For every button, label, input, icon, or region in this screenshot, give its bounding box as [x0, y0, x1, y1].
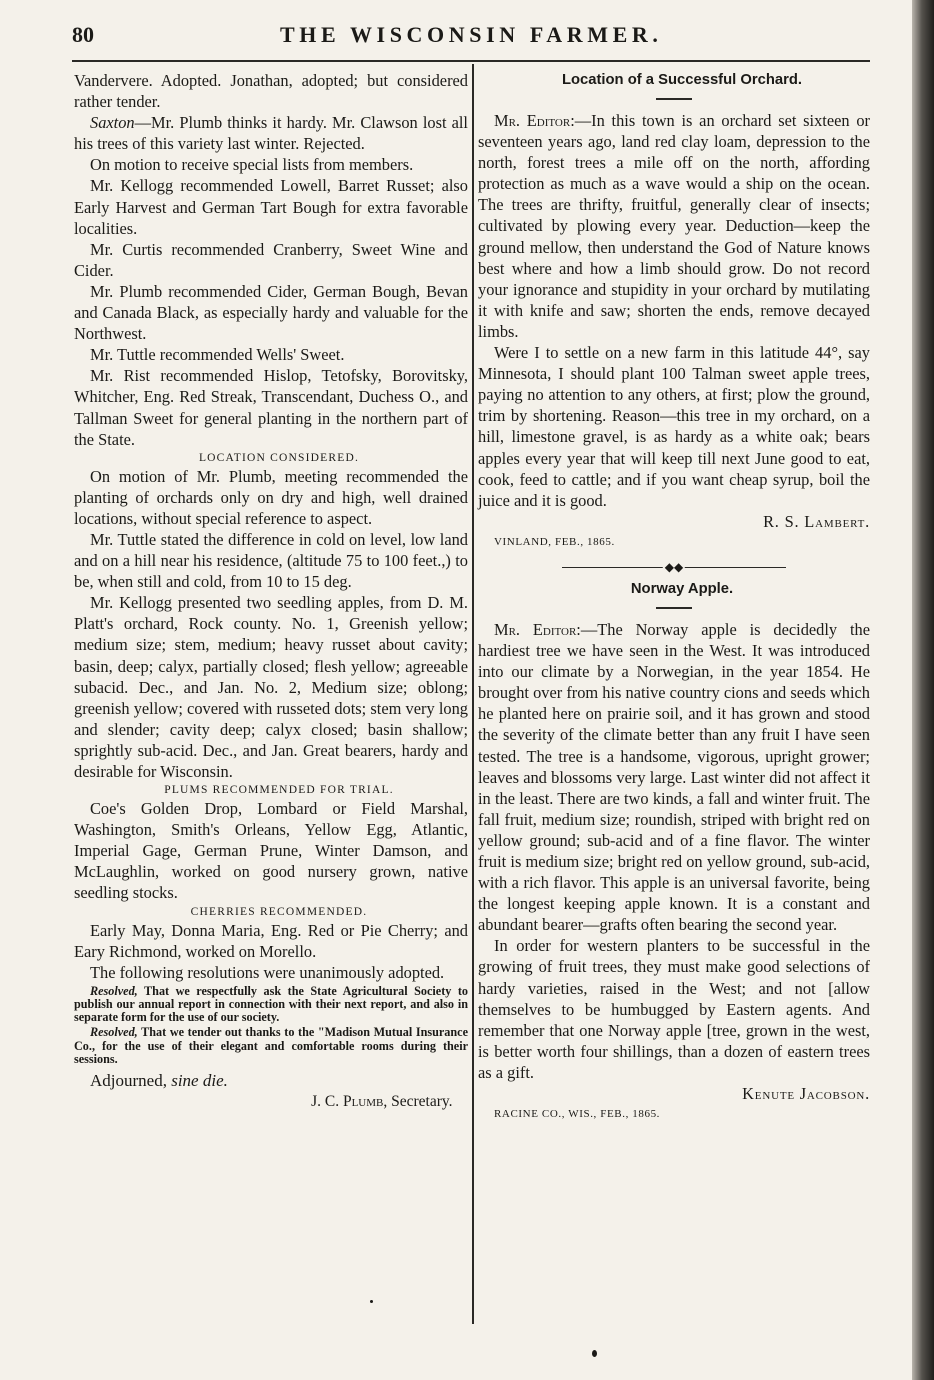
dateline-date: FEB., 1865. — [555, 535, 615, 548]
paragraph: Early May, Donna Maria, Eng. Red or Pie Cherry; and Eary Richmond, worked on Morello. — [74, 920, 468, 961]
ink-speck — [592, 1350, 597, 1357]
right-column — [478, 70, 870, 1125]
section-subheading: CHERRIES RECOMMENDED. — [190, 905, 368, 918]
dateline — [478, 1104, 870, 1125]
dateline-place: RACINE CO., WIS., — [494, 1108, 597, 1121]
divider-ornament-icon: ◆◆ — [664, 559, 684, 574]
adjourned-latin: sine die. — [171, 1071, 228, 1091]
paragraph: Mr. Plumb recommended Cider, German Bough, Bevan and Canada Black, as especially hardy and valuable for the Northwest. — [74, 281, 468, 344]
ink-speck — [370, 1300, 373, 1303]
resolution-text: That we respectfully ask the State Agricultural Society to publish our annual report in connection with their next report, and also in separate form for the use of our society. — [74, 983, 468, 1025]
dateline-place: VINLAND, — [494, 535, 552, 548]
paragraph — [478, 110, 870, 342]
author-signature: Kenute Jacobson. — [742, 1084, 870, 1104]
paragraph: Coe's Golden Drop, Lombard or Field Marshal, Washington, Smith's Orleans, Yellow Egg, Atlantic, Imperial Gage, German Prune, Winter Damson, and McLaughlin, worked on good nursery grown, native seedling stocks. — [74, 799, 468, 903]
header-rule — [72, 60, 870, 62]
author-signature: R. S. Lambert. — [763, 511, 870, 531]
resolution-text: That we tender out thanks to the "Madison Mutual Insurance Co., for the use of their elegant and comfortable rooms during their sessions. — [74, 1025, 468, 1066]
paragraph: Mr. Tuttle stated the difference in cold on level, low land and on a hill near his residence, (altitude 75 to 100 feet.,) to be, when still and cold, from 10 to 15 deg. — [74, 529, 468, 592]
secretary-name: J. C. Plumb, — [311, 1093, 388, 1111]
page-header — [72, 18, 872, 52]
article-title: Norway Apple. — [630, 580, 734, 597]
column-rule — [472, 64, 474, 1324]
article-divider — [478, 559, 870, 577]
paragraph: Mr. Curtis recommended Cranberry, Sweet Wine and Cider. — [74, 239, 468, 280]
paragraph: Mr. Rist recommended Hislop, Tetofsky, Borovitsky, Whitcher, Eng. Red Streak, Transcendant, Duchess O., and Tallman Sweet for general planting in the northern part of the State. — [74, 366, 468, 449]
page-number: 80 — [72, 22, 94, 47]
resolution-lead: Resolved, — [90, 983, 138, 998]
secretary-signature — [74, 1091, 468, 1112]
title-rule — [656, 607, 692, 609]
paragraph: Were I to settle on a new farm in this latitude 44°, say Minnesota, I should plant 100 Talman sweet apple trees, paying no attention to any others, at first; plow the ground, trim by shortening. Reason—this tree in my orchard, on a hill, limestone gravel, is as hardy as a white oak; bears apples every year that will keep till next June good to eat, cook, feed to cattle; and if you want cheap syrup, boil the juice and it is good. — [478, 343, 870, 510]
variety-name: Saxton — [90, 113, 135, 133]
resolution — [74, 1026, 468, 1066]
dateline-date: FEB., 1865. — [600, 1108, 661, 1121]
dateline — [478, 532, 870, 553]
paragraph: On motion of Mr. Plumb, meeting recommended the planting of orchards only on dry and high, well drained locations, without special reference to aspect. — [74, 466, 468, 528]
paragraph: On motion to receive special lists from members. — [90, 155, 414, 175]
resolution — [74, 985, 468, 1025]
paragraph: Vandervere. Adopted. Jonathan, adopted; but considered rather tender. — [74, 71, 468, 112]
paragraph: Mr. Kellogg recommended Lowell, Barret Russet; also Early Harvest and German Tart Bough for extra favorable localities. — [74, 176, 468, 238]
salutation: Mr. Editor — [494, 111, 571, 130]
left-column — [74, 70, 468, 1112]
adjourned-line — [74, 1070, 468, 1091]
article-title: Location of a Successful Orchard. — [561, 72, 803, 88]
section-subheading: LOCATION CONSIDERED. — [198, 451, 360, 464]
paragraph — [478, 619, 870, 935]
paragraph-text: :—The Norway apple is decidedly the hardiest tree we have seen in the West. It was introduced into our climate by a Norwegian, in the year 1854. He brought over from his native country cions and seeds which he planted here on prairie soil, and it has grown and stood the severity of the climate better than any fruit I have seen tested. The tree is a handsome, vigorous, upright grower; leaves and blossoms very large. Last winter did not affect it in the least. There are two kinds, a fall and winter fruit. The fall fruit, medium size; roundish, striped with bright red on yellow ground; sub-acid and of a fine flavor. The winter fruit is medium size; bright red on yellow ground, sub-acid, with a rich flavor. This apple is an universal favorite, being the longest keeping apple known. It is a constant and abundant bearer—grafts often bearing the second year. — [478, 619, 870, 935]
adjourned-text: Adjourned, — [90, 1071, 167, 1091]
secretary-title: Secretary. — [391, 1093, 453, 1111]
salutation: Mr. Editor — [494, 619, 577, 639]
title-rule — [656, 98, 692, 100]
section-subheading: PLUMS RECOMMENDED FOR TRIAL. — [164, 784, 394, 797]
paragraph-text: :—In this town is an orchard set sixteen or seventeen years ago, land red clay loam, depression to the north, forest trees a mile off on the north, affording protection as much as a wave would a ship on the ocean. The trees are thrifty, fruitful, generally clear of insects; cultivated by plowing every year. Deduction—keep the ground mellow, then understand the God of Nature knows best where and how a limb should grow. Do not record your ignorance and stupidity in your orchard by mutilating it with knife and saw; shorten the ends, remove decayed limbs. — [478, 111, 870, 341]
book-binding-shadow — [912, 0, 934, 1380]
paragraph: The following resolutions were unanimously adopted. — [90, 962, 445, 982]
paragraph: Mr. Kellogg presented two seedling apples, from D. M. Platt's orchard, Rock county. No. 1, Greenish yellow; medium size; stem, medium; heavy russet about cavity; basin, deep; calyx, partially closed; flesh yellow; agreeable subacid. Dec., and Jan. No. 2, Medium size; oblong; greenish yellow; covered with russeted dots; stem very long and slender; cavity deep; calyx closed; basin shallow; sprightly sub-acid. Dec., and Jan. Great bearers, hardy and desirable for Wisconsin. — [74, 593, 468, 781]
running-title: THE WISCONSIN FARMER. — [280, 22, 663, 47]
resolution-lead: Resolved, — [90, 1025, 138, 1040]
paragraph — [74, 112, 468, 154]
paragraph-text: —Mr. Plumb thinks it hardy. Mr. Clawson lost all his trees of this variety last winter. Rejected. — [74, 113, 468, 154]
paragraph: Mr. Tuttle recommended Wells' Sweet. — [90, 345, 345, 365]
paragraph: In order for western planters to be successful in the growing of fruit trees, they must make good selections of hardy varieties, raised in the West; and not [allow themselves to be humbugged by Eastern agents. And remember that one Norway apple [tree, grown in the west, is better worth four shillings, than a dozen of eastern trees as a gift. — [478, 936, 870, 1082]
